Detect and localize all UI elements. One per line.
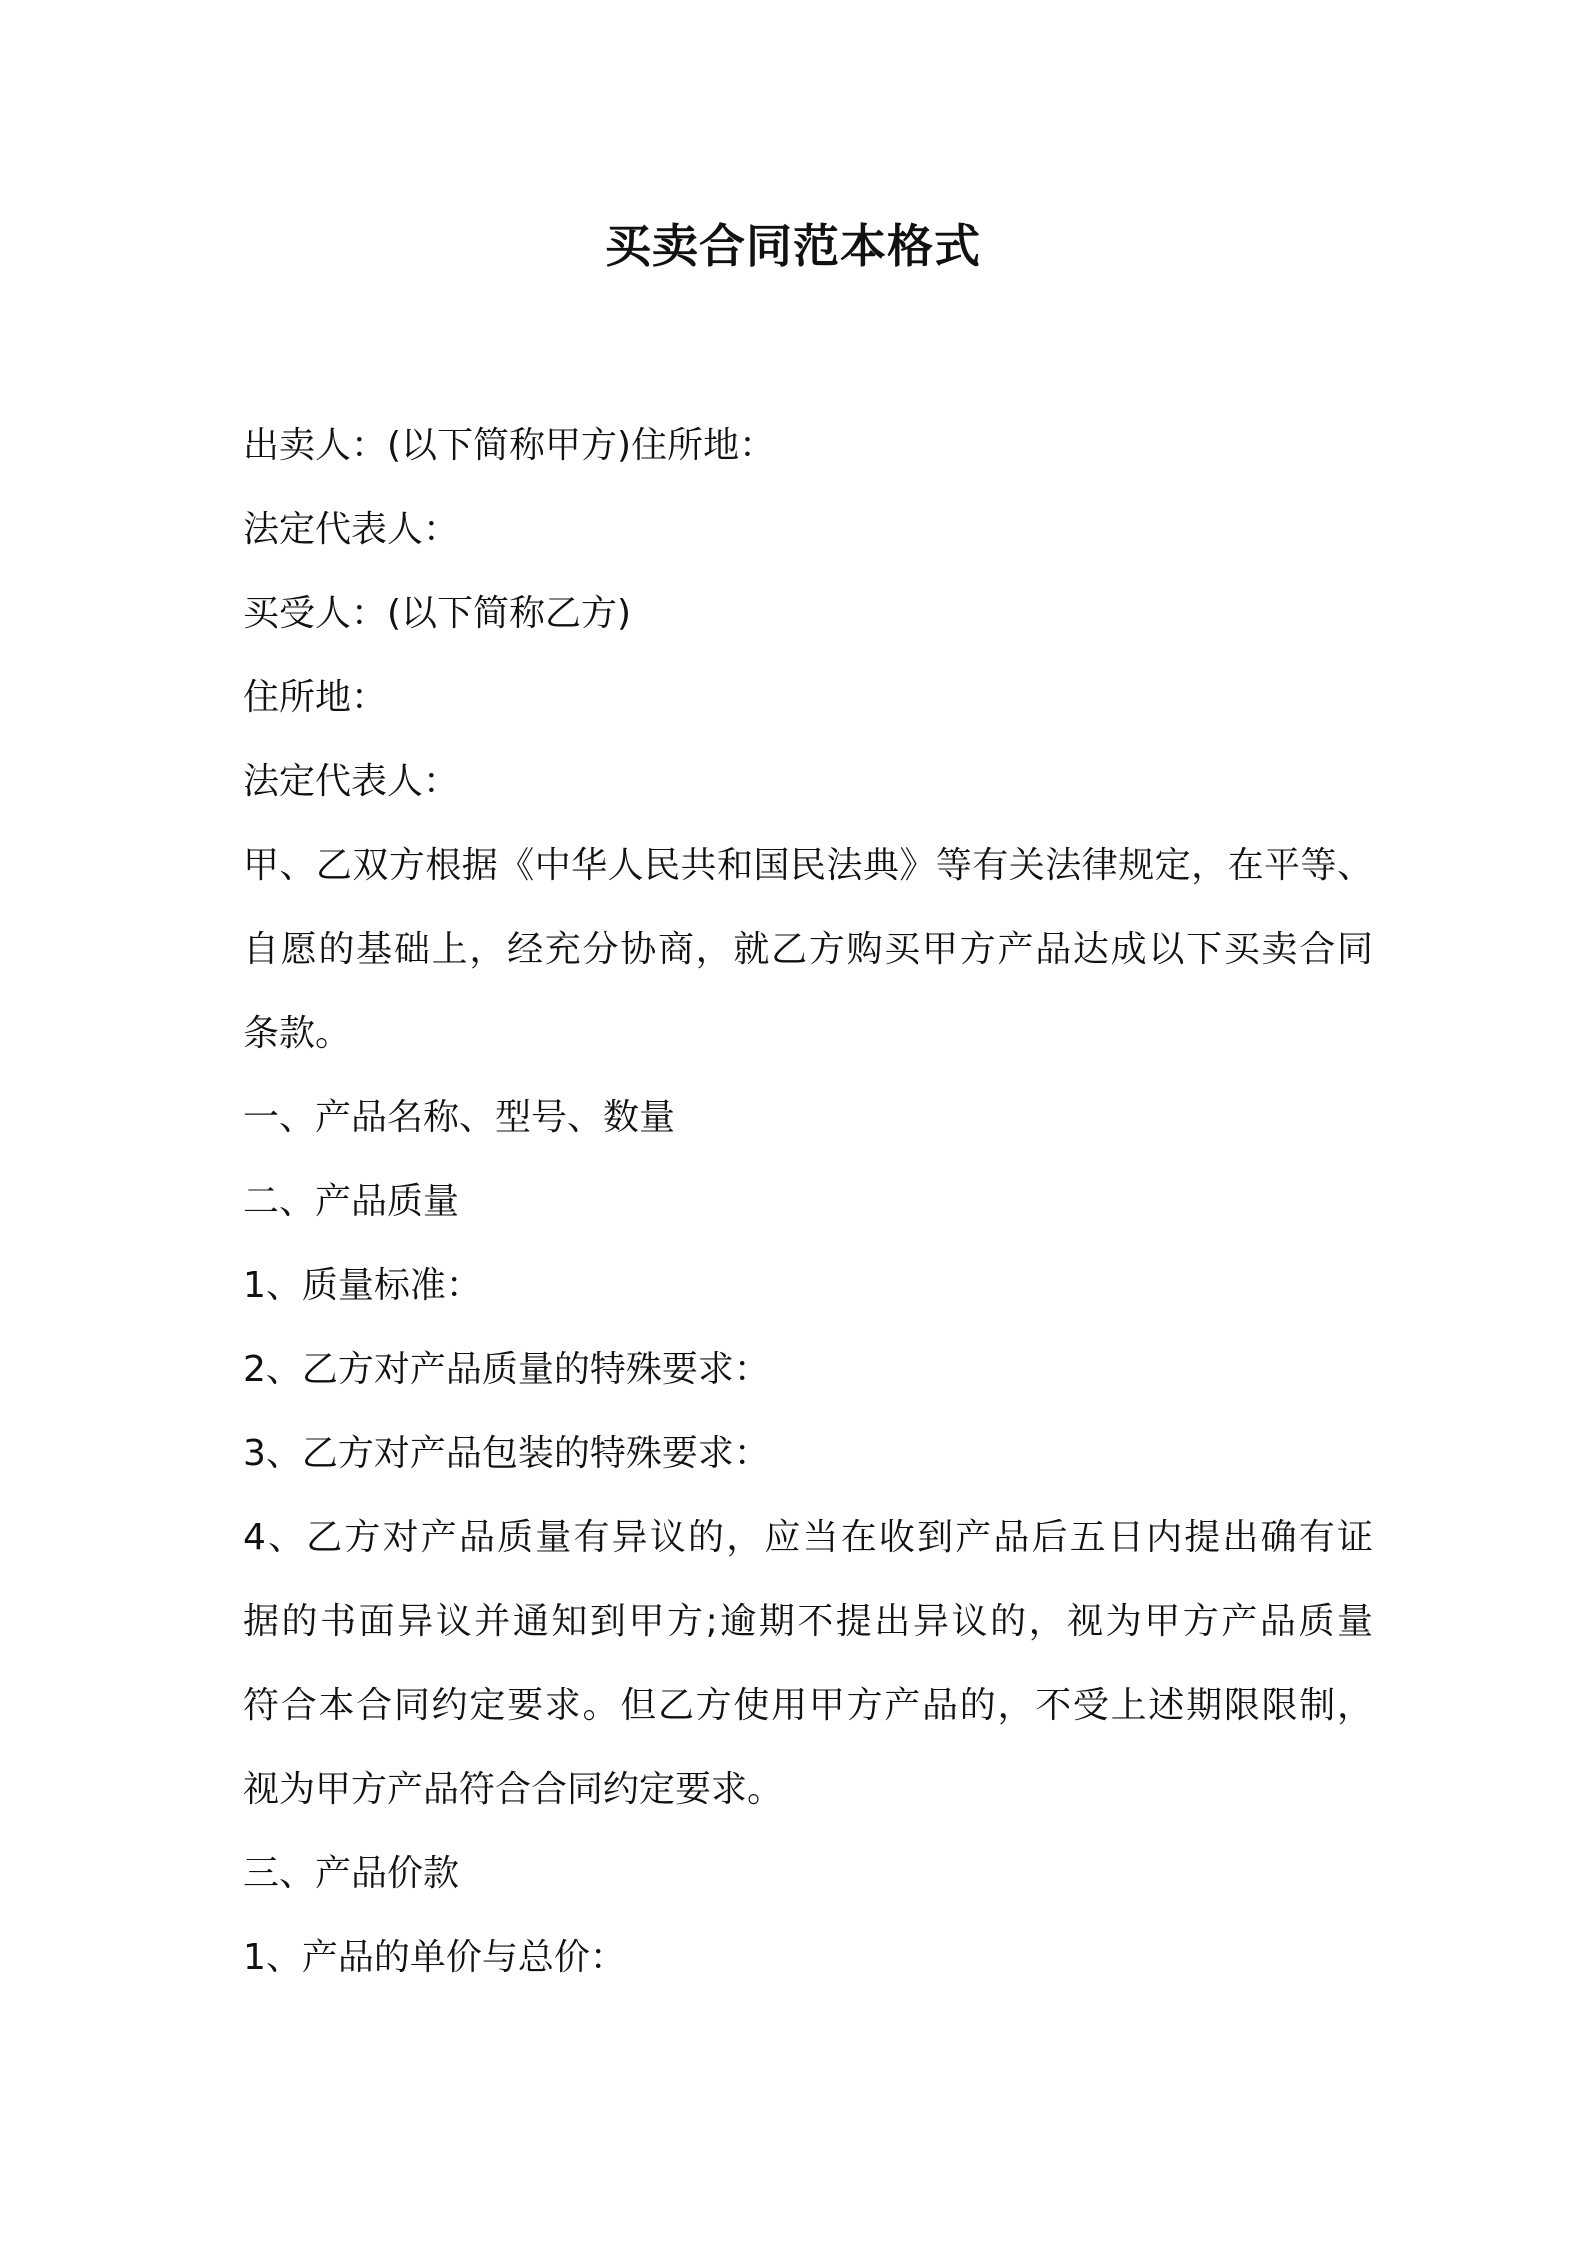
preamble-line-3: 条款。 bbox=[243, 1013, 352, 1054]
quality-item-1: 1、质量标准： bbox=[243, 1265, 482, 1306]
price-item-1: 1、产品的单价与总价： bbox=[243, 1937, 626, 1978]
section-heading-product-price: 三、产品价款 bbox=[243, 1853, 460, 1894]
document-title: 买卖合同范本格式 bbox=[605, 219, 981, 273]
buyer-line: 买受人：(以下简称乙方) bbox=[243, 593, 632, 634]
quality-item-4-line-2: 据的书面异议并通知到甲方;逾期不提出异议的，视为甲方产品质量 bbox=[243, 1601, 1373, 1642]
quality-item-2: 2、乙方对产品质量的特殊要求： bbox=[243, 1349, 770, 1390]
quality-item-4-paragraph bbox=[243, 1496, 1373, 1832]
quality-item-4-line-4: 视为甲方产品符合合同约定要求。 bbox=[243, 1769, 784, 1810]
buyer-representative-line: 法定代表人： bbox=[243, 761, 460, 802]
section-heading-product-quality: 二、产品质量 bbox=[243, 1181, 460, 1222]
preamble-paragraph bbox=[243, 824, 1373, 1076]
seller-representative-line: 法定代表人： bbox=[243, 509, 460, 550]
quality-item-4-line-3: 符合本合同约定要求。但乙方使用甲方产品的，不受上述期限限制， bbox=[243, 1685, 1373, 1726]
preamble-line-2: 自愿的基础上，经充分协商，就乙方购买甲方产品达成以下买卖合同 bbox=[243, 929, 1373, 970]
document-body bbox=[243, 404, 1373, 2000]
section-heading-product-name: 一、产品名称、型号、数量 bbox=[243, 1097, 676, 1138]
preamble-line-1: 甲、乙双方根据《中华人民共和国民法典》等有关法律规定，在平等、 bbox=[243, 845, 1373, 886]
seller-line: 出卖人：(以下简称甲方)住所地： bbox=[243, 425, 776, 466]
buyer-address-line: 住所地： bbox=[243, 677, 388, 718]
quality-item-3: 3、乙方对产品包装的特殊要求： bbox=[243, 1433, 770, 1474]
quality-item-4-line-1: 4、乙方对产品质量有异议的，应当在收到产品后五日内提出确有证 bbox=[243, 1517, 1373, 1558]
